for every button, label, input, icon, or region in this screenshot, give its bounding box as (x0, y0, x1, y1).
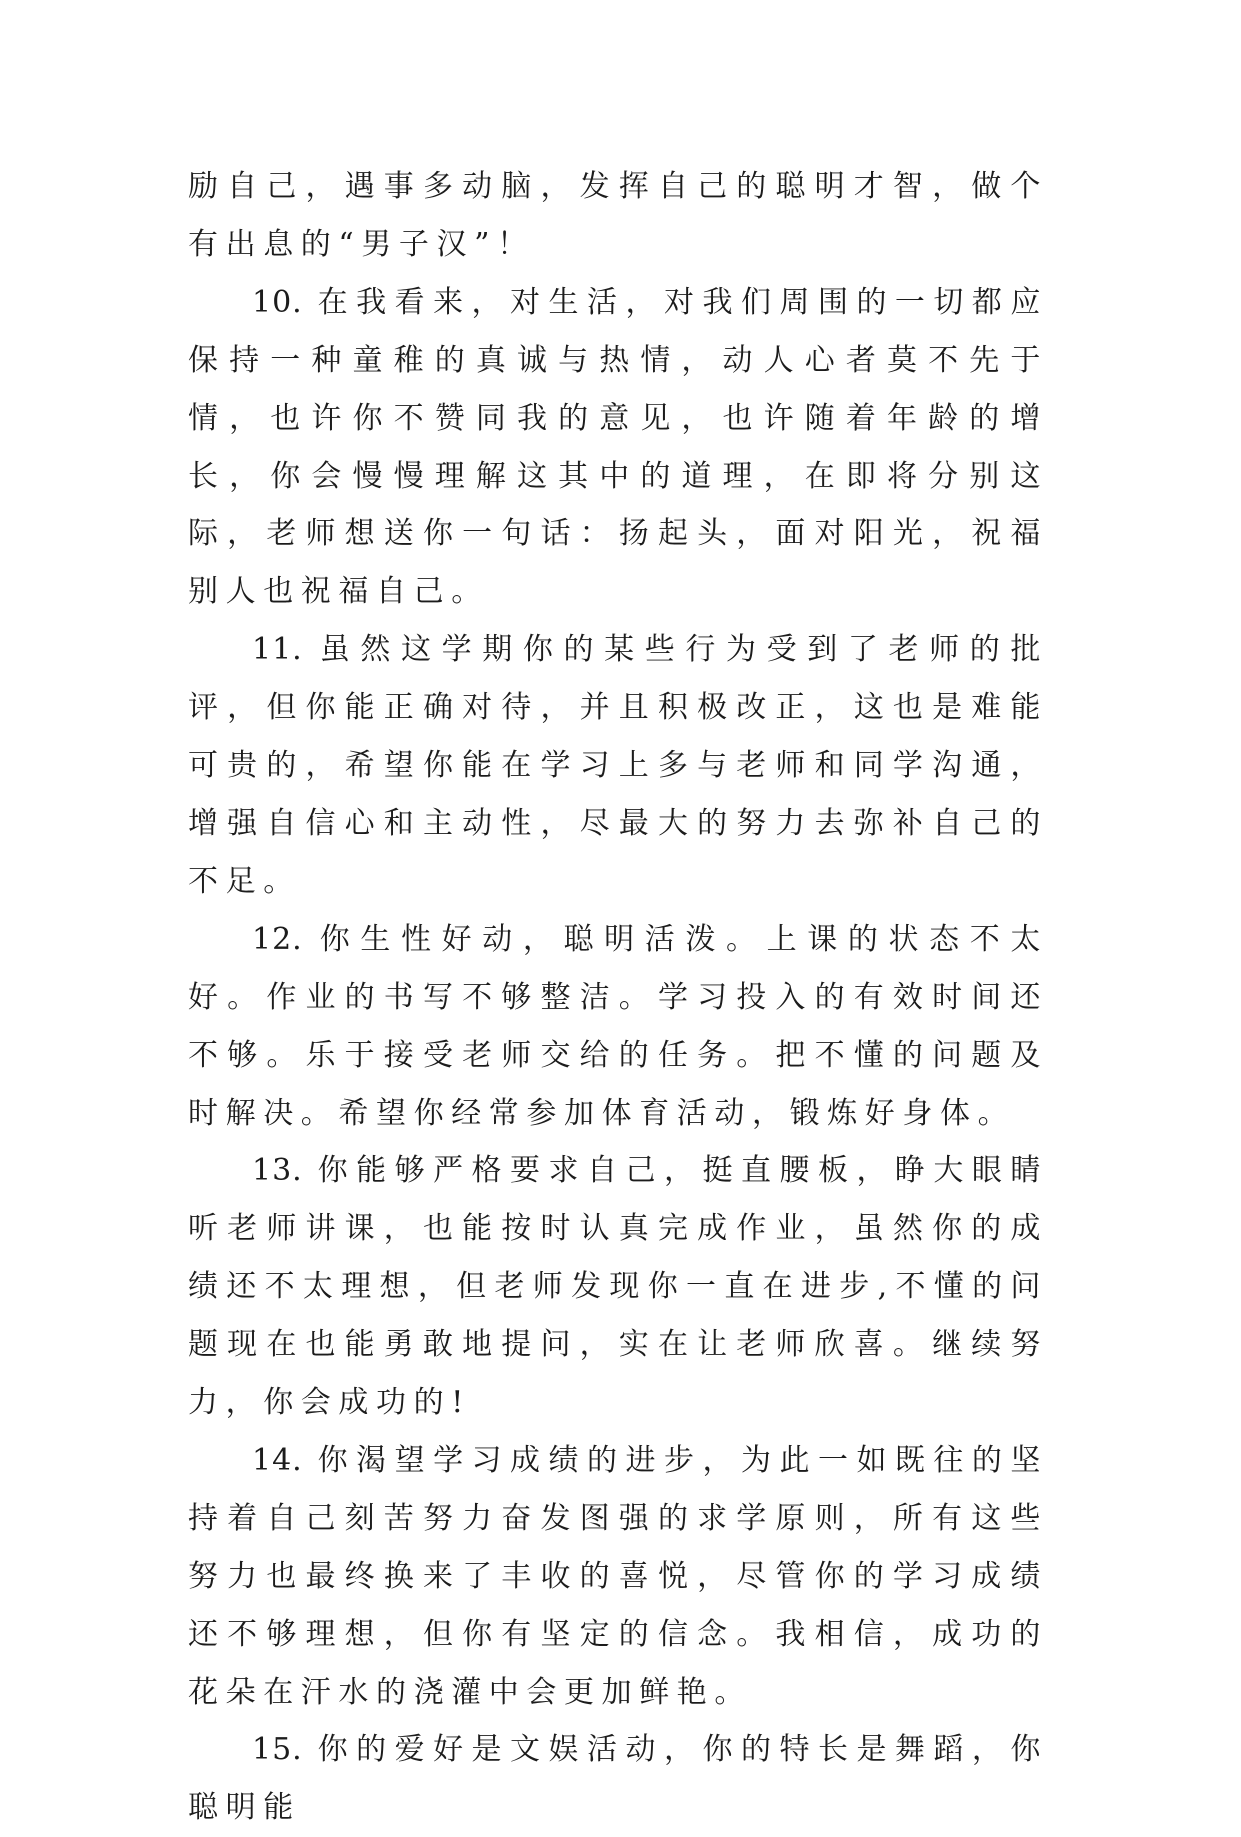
paragraph-text: 虽然这学期你的某些行为受到了老师的批评，但你能正确对待，并且积极改正，这也是难能可贵的，希望你能在学习上多与老师和同学沟通，增强自信心和主动性，尽最大的努力去弥补自己的不足。 (188, 632, 1048, 899)
paragraph-number: 10. (252, 284, 303, 320)
document-body (188, 158, 1048, 1837)
paragraph-12 (188, 911, 1048, 1143)
paragraph-number: 15. (252, 1732, 303, 1768)
paragraph-number: 14. (252, 1442, 303, 1478)
paragraph-14 (188, 1432, 1048, 1722)
paragraph-text: 你能够严格要求自己，挺直腰板，睁大眼睛听老师讲课，也能按时认真完成作业，虽然你的成绩还不太理想，但老师发现你一直在进步,不懂的问题现在也能勇敢地提问，实在让老师欣喜。继续努力，你会成功的! (188, 1153, 1048, 1421)
paragraph-text: 你的爱好是文娱活动，你的特长是舞蹈，你聪明能 (188, 1732, 1048, 1826)
paragraph-text: 你生性好动，聪明活泼。上课的状态不太好。作业的书写不够整洁。学习投入的有效时间还不够。乐于接受老师交给的任务。把不懂的问题及时解决。希望你经常参加体育活动，锻炼好身体。 (188, 921, 1048, 1131)
paragraph-13 (188, 1142, 1048, 1432)
paragraph-continued (188, 158, 1048, 274)
paragraph-text: 在我看来，对生活，对我们周围的一切都应保持一种童稚的真诚与热情，动人心者莫不先于情，也许你不赞同我的意见，也许随着年龄的增长，你会慢慢理解这其中的道理，在即将分别这际，老师想送你一句话：扬起头，面对阳光，祝福别人也祝福自己。 (188, 284, 1048, 610)
paragraph-number: 12. (252, 921, 303, 957)
paragraph-text: 你渴望学习成绩的进步，为此一如既往的坚持着自己刻苦努力奋发图强的求学原则，所有这些努力也最终换来了丰收的喜悦，尽管你的学习成绩还不够理想，但你有坚定的信念。我相信，成功的花朵在汗水的浇灌中会更加鲜艳。 (188, 1442, 1048, 1710)
paragraph-11 (188, 621, 1048, 911)
paragraph-10 (188, 274, 1048, 621)
paragraph-number: 13. (252, 1153, 303, 1189)
paragraph-number: 11. (252, 632, 303, 668)
paragraph-text: 励自己，遇事多动脑，发挥自己的聪明才智，做个有出息的“男子汉”！ (188, 169, 1048, 262)
paragraph-15 (188, 1721, 1048, 1837)
